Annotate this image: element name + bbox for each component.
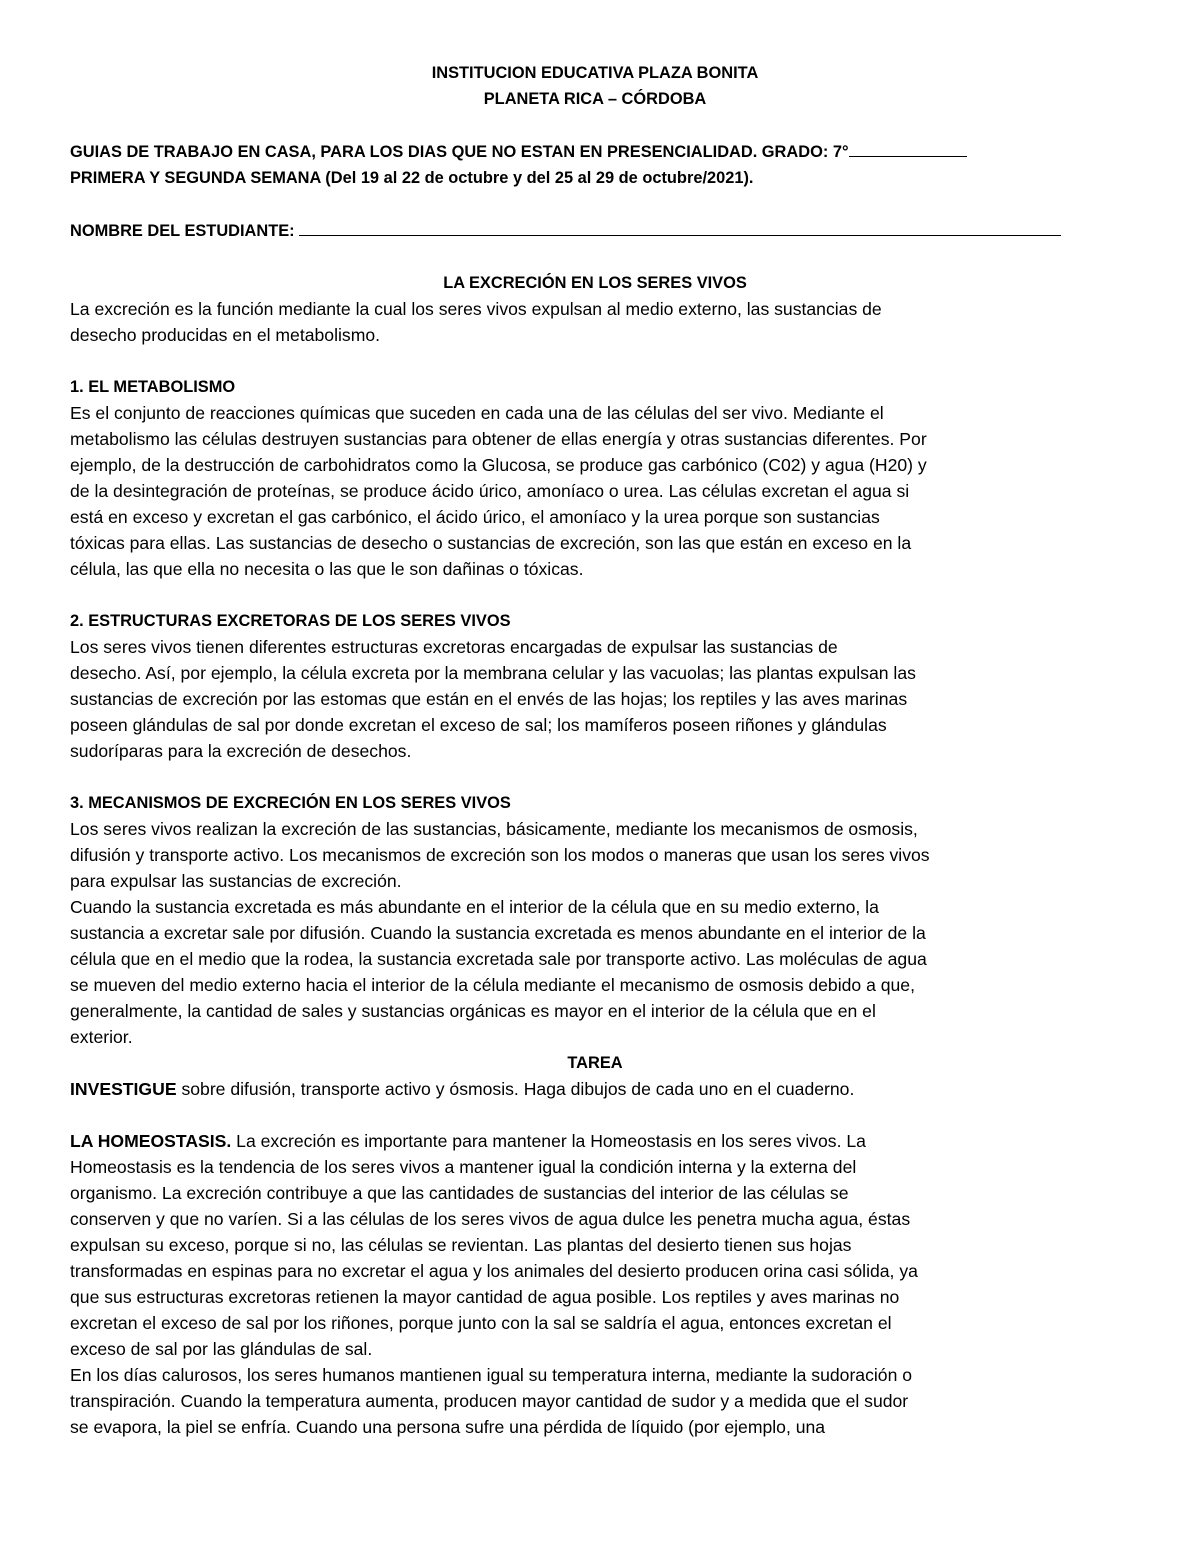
week-dates: PRIMERA Y SEGUNDA SEMANA (Del 19 al 22 de octubre y del 25 al 29 de octubre/2021). [70, 169, 754, 187]
student-name-line [70, 217, 1120, 244]
paragraph-line: poseen glándulas de sal por donde excretan el exceso de sal; los mamíferos poseen riñones y glándulas [70, 715, 887, 735]
paragraph-line: expulsan su exceso, porque si no, las células se revientan. Las plantas del desierto tienen sus hojas [70, 1235, 852, 1255]
paragraph-line: exceso de sal por las glándulas de sal. [70, 1339, 373, 1359]
paragraph-line: célula, las que ella no necesita o las que le son dañinas o tóxicas. [70, 559, 584, 579]
paragraph-line: organismo. La excreción contribuye a que las cantidades de sustancias del interior de las células se [70, 1183, 849, 1203]
paragraph-line: excretan el exceso de sal por los riñones, porque junto con la sal se saldría el agua, entonces excretan el [70, 1313, 892, 1333]
paragraph-line: Es el conjunto de reacciones químicas que suceden en cada una de las células del ser vivo. Mediante el [70, 403, 884, 423]
paragraph-line: de la desintegración de proteínas, se produce ácido úrico, amoníaco o urea. Las células excretan el agua si [70, 481, 910, 501]
paragraph-line: sustancia a excretar sale por difusión. Cuando la sustancia excretada es menos abundante en el interior de la [70, 923, 926, 943]
task-heading: TAREA [567, 1054, 623, 1072]
task-text: sobre difusión, transporte activo y ósmosis. Haga dibujos de cada uno en el cuaderno. [176, 1079, 855, 1099]
document-title: LA EXCRECIÓN EN LOS SERES VIVOS [443, 274, 747, 292]
paragraph-line: Cuando la sustancia excretada es más abundante en el interior de la célula que en su medio externo, la [70, 897, 879, 917]
guide-grade-line [70, 138, 1120, 165]
paragraph-line: Los seres vivos realizan la excreción de las sustancias, básicamente, mediante los mecanismos de osmosis, [70, 819, 918, 839]
intro-line: desecho producidas en el metabolismo. [70, 325, 381, 345]
homeostasis-first-line [70, 1128, 1120, 1154]
task-instruction [70, 1076, 1120, 1102]
school-name: INSTITUCION EDUCATIVA PLAZA BONITA [431, 64, 759, 82]
document-page [70, 60, 1120, 1440]
paragraph-line: Homeostasis es la tendencia de los seres vivos a mantener igual la condición interna y la externa del [70, 1157, 857, 1177]
paragraph-line: se evapora, la piel se enfría. Cuando una persona sufre una pérdida de líquido (por ejemplo, una [70, 1417, 826, 1437]
paragraph-line: transpiración. Cuando la temperatura aumenta, producen mayor cantidad de sudor y a medida que el sudor [70, 1391, 909, 1411]
paragraph-line: En los días calurosos, los seres humanos mantienen igual su temperatura interna, mediante la sudoración o [70, 1365, 913, 1385]
paragraph-line: ejemplo, de la destrucción de carbohidratos como la Glucosa, se produce gas carbónico (C02) y agua (H20) y [70, 455, 927, 475]
paragraph-line: para expulsar las sustancias de excreción. [70, 871, 402, 891]
paragraph-line: transformadas en espinas para no excretar el agua y los animales del desierto producen orina casi sólida, ya [70, 1261, 918, 1281]
student-name-label: NOMBRE DEL ESTUDIANTE: [70, 222, 295, 240]
homeostasis-heading: LA HOMEOSTASIS. [70, 1131, 232, 1151]
paragraph-line: desecho. Así, por ejemplo, la célula excreta por la membrana celular y las vacuolas; las plantas expulsan las [70, 663, 916, 683]
paragraph-line: exterior. [70, 1027, 133, 1047]
paragraph-line: que sus estructuras excretoras retienen la mayor cantidad de agua posible. Los reptiles y aves marinas no [70, 1287, 900, 1307]
paragraph-line: célula que en el medio que la rodea, la sustancia excretada sale por transporte activo. Las moléculas de agua [70, 949, 927, 969]
intro-line: La excreción es la función mediante la cual los seres vivos expulsan al medio externo, las sustancias de [70, 299, 882, 319]
paragraph-line: está en exceso y excretan el gas carbónico, el ácido úrico, el amoníaco y la urea porque son sustancias [70, 507, 880, 527]
student-name-blank[interactable] [299, 217, 1061, 236]
paragraph-line: difusión y transporte activo. Los mecanismos de excreción son los modos o maneras que usan los seres vivos [70, 845, 930, 865]
paragraph-line: conserven y que no varíen. Si a las células de los seres vivos de agua dulce les penetra mucha agua, éstas [70, 1209, 911, 1229]
paragraph-line: generalmente, la cantidad de sales y sustancias orgánicas es mayor en el interior de la célula que en el [70, 1001, 876, 1021]
paragraph-line: sustancias de excreción por las estomas que están en el envés de las hojas; los reptiles y las aves marinas [70, 689, 908, 709]
section-heading: 2. ESTRUCTURAS EXCRETORAS DE LOS SERES VIVOS [70, 612, 511, 630]
paragraph-line: metabolismo las células destruyen sustancias para obtener de ellas energía y otras sustancias diferentes. Por [70, 429, 927, 449]
paragraph-line: tóxicas para ellas. Las sustancias de desecho o sustancias de excreción, son las que están en exceso en la [70, 533, 912, 553]
grade-blank[interactable] [849, 138, 967, 157]
paragraph-line: sudoríparas para la excreción de desechos. [70, 741, 412, 761]
task-verb: INVESTIGUE [70, 1079, 177, 1099]
section-heading: 1. EL METABOLISMO [70, 378, 236, 396]
section-heading: 3. MECANISMOS DE EXCRECIÓN EN LOS SERES VIVOS [70, 794, 511, 812]
school-location: PLANETA RICA – CÓRDOBA [483, 90, 707, 108]
guide-text: GUIAS DE TRABAJO EN CASA, PARA LOS DIAS QUE NO ESTAN EN PRESENCIALIDAD. GRADO: 7° [70, 143, 849, 161]
homeostasis-text: La excreción es importante para mantener la Homeostasis en los seres vivos. La [231, 1131, 866, 1151]
paragraph-line: Los seres vivos tienen diferentes estructuras excretoras encargadas de expulsar las sustancias de [70, 637, 838, 657]
paragraph-line: se mueven del medio externo hacia el interior de la célula mediante el mecanismo de osmosis debido a que, [70, 975, 915, 995]
